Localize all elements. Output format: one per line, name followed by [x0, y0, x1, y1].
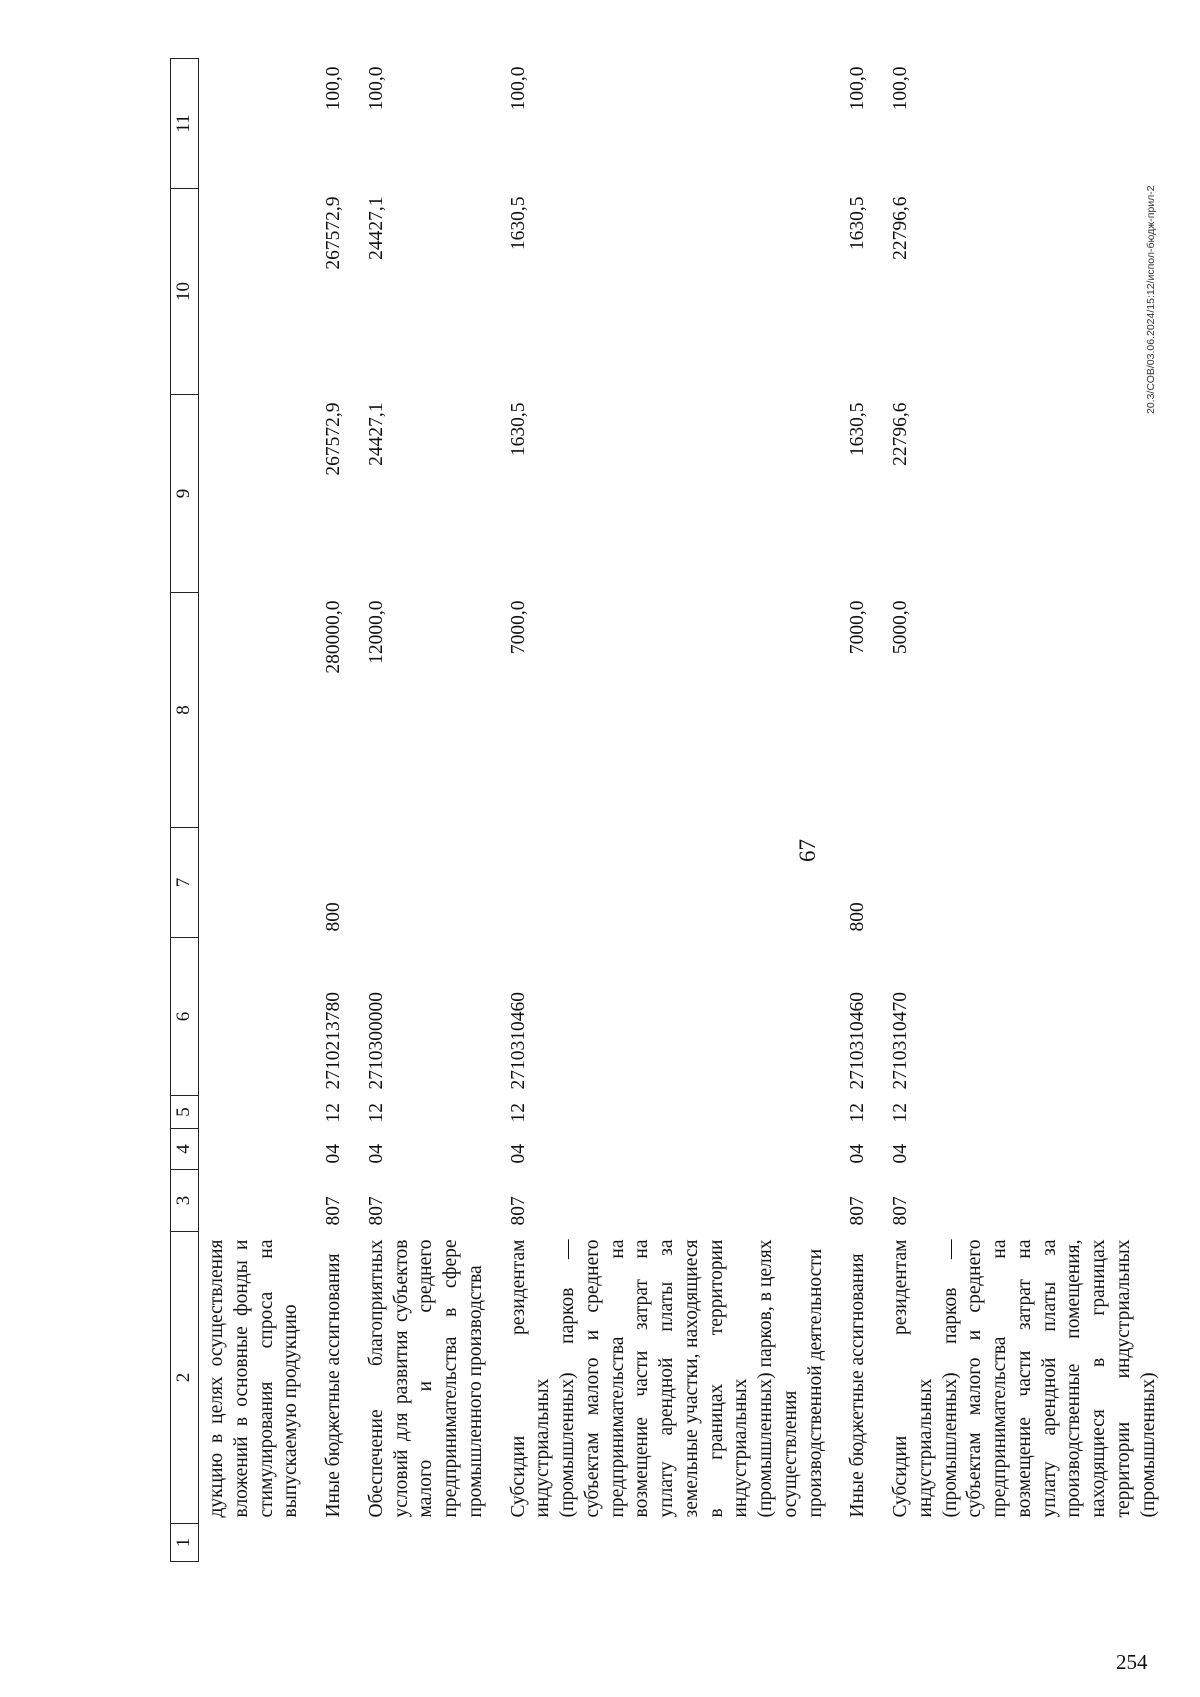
table-row — [846, 59, 871, 1562]
cell-specified: 22796,6 — [890, 402, 911, 466]
cell-executed: 267572,9 — [323, 196, 344, 270]
cell-index — [365, 1524, 489, 1562]
header-cell: 2 — [171, 1232, 199, 1524]
cell-department: 807 — [365, 1196, 387, 1226]
cell-section: 04 — [507, 1144, 529, 1164]
cell-specified — [199, 395, 305, 593]
cell-approved: 12000,0 — [365, 600, 387, 664]
row-spacer — [304, 59, 322, 1562]
cell-target-article: 2710213780 — [323, 992, 344, 1090]
cell-section: 04 — [365, 1144, 387, 1164]
cell-expense-type — [889, 828, 1161, 938]
cell-executed — [199, 189, 305, 395]
header-cell: 11 — [171, 59, 199, 189]
cell-subsection: 12 — [365, 1103, 387, 1123]
cell-subsection: 12 — [507, 1103, 529, 1123]
cell-expense-type — [507, 828, 829, 938]
cell-description: Обеспечение благоприятных условий для развития субъектов малого и среднего предпринимательства в сфере промышленного производства — [365, 1239, 486, 1518]
cell-section — [199, 1129, 305, 1170]
sheet-number: 254 — [1116, 1650, 1148, 1674]
row-spacer — [347, 59, 365, 1562]
cell-specified: 267572,9 — [323, 402, 344, 476]
document-stamp: 20.3/СОВ/03.06.2024/15:12/испол-бюдж-прил-2 — [1145, 185, 1157, 414]
cell-target-article: 2710310470 — [890, 992, 911, 1090]
table-row — [199, 59, 305, 1562]
cell-subsection: 12 — [847, 1103, 869, 1123]
cell-department: 807 — [890, 1196, 911, 1226]
header-cell: 6 — [171, 938, 199, 1096]
cell-department: 807 — [847, 1196, 869, 1226]
cell-specified: 1630,5 — [847, 402, 869, 457]
cell-expense-type — [199, 828, 305, 938]
row-spacer — [828, 59, 846, 1562]
header-cell: 7 — [171, 828, 199, 938]
cell-description: дукцию в целях осуществления вложений в основные фонды и стимулирования спроса на выпускаемую продукцию — [206, 1239, 302, 1518]
cell-target-article: 2710300000 — [365, 992, 387, 1090]
cell-target-article — [199, 938, 305, 1096]
row-spacer — [489, 59, 507, 1562]
cell-percent: 100,0 — [365, 66, 387, 111]
cell-department: 807 — [507, 1196, 529, 1226]
table-row — [365, 59, 489, 1562]
table-header — [171, 59, 199, 1562]
cell-target-article: 2710310460 — [847, 992, 869, 1090]
header-cell: 8 — [171, 593, 199, 828]
cell-executed: 1630,5 — [847, 196, 869, 251]
table-row — [507, 59, 829, 1562]
cell-expense-type: 800 — [323, 902, 344, 932]
cell-subsection: 12 — [323, 1103, 344, 1123]
cell-index — [846, 1524, 871, 1562]
header-cell: 5 — [171, 1096, 199, 1129]
cell-expense-type — [365, 828, 489, 938]
cell-percent: 100,0 — [507, 66, 529, 111]
cell-description: Субсидии резидентам индустриальных (промышленных) парков — субъектам малого и среднего предпринимательства на возмещение части затрат на уплату арендной платы за производственные помещения, находящиеся в границах территории индустриальных (промышленных) — [890, 1239, 1159, 1518]
document-page-number: 67 — [795, 839, 820, 862]
cell-index — [199, 1524, 305, 1562]
cell-percent: 100,0 — [890, 66, 911, 111]
cell-description: Иные бюджетные ассигнования — [847, 1253, 869, 1518]
cell-section: 04 — [890, 1144, 911, 1164]
cell-approved: 7000,0 — [847, 600, 869, 655]
cell-percent: 100,0 — [847, 66, 869, 111]
header-cell: 10 — [171, 189, 199, 395]
cell-description: Субсидии резидентам индустриальных (промышленных) парков — субъектам малого и среднего предпринимательства на возмещение части затрат на уплату арендной платы за земельные участки, находящиеся в границах территории индустриальных (промышленных) парков, в целях осуществления производственной деятельности — [507, 1239, 826, 1518]
cell-executed: 22796,6 — [890, 196, 911, 260]
cell-section: 04 — [847, 1144, 869, 1164]
header-cell: 9 — [171, 395, 199, 593]
header-cell: 3 — [171, 1170, 199, 1232]
table-row — [322, 59, 347, 1562]
cell-subsection — [199, 1096, 305, 1129]
cell-percent: 100,0 — [323, 66, 344, 111]
cell-expense-type: 800 — [847, 902, 869, 932]
cell-department — [199, 1170, 305, 1232]
cell-percent — [199, 59, 305, 189]
cell-specified: 24427,1 — [365, 402, 387, 466]
cell-index — [322, 1524, 347, 1562]
cell-target-article: 2710310460 — [507, 992, 529, 1090]
cell-specified: 1630,5 — [507, 402, 529, 457]
cell-department: 807 — [323, 1196, 344, 1226]
cell-description: Иные бюджетные ассигнования — [323, 1253, 344, 1518]
cell-approved: 280000,0 — [323, 600, 344, 674]
cell-approved: 5000,0 — [890, 600, 911, 655]
budget-table — [170, 58, 1161, 1562]
cell-executed: 24427,1 — [365, 196, 387, 260]
cell-index — [889, 1524, 1161, 1562]
cell-executed: 1630,5 — [507, 196, 529, 251]
cell-index — [507, 1524, 829, 1562]
header-cell: 1 — [171, 1524, 199, 1562]
cell-approved — [199, 593, 305, 828]
cell-approved: 7000,0 — [507, 600, 529, 655]
table-row — [889, 59, 1161, 1562]
row-spacer — [871, 59, 889, 1562]
cell-section: 04 — [323, 1144, 344, 1164]
header-cell: 4 — [171, 1129, 199, 1170]
cell-subsection: 12 — [890, 1103, 911, 1123]
